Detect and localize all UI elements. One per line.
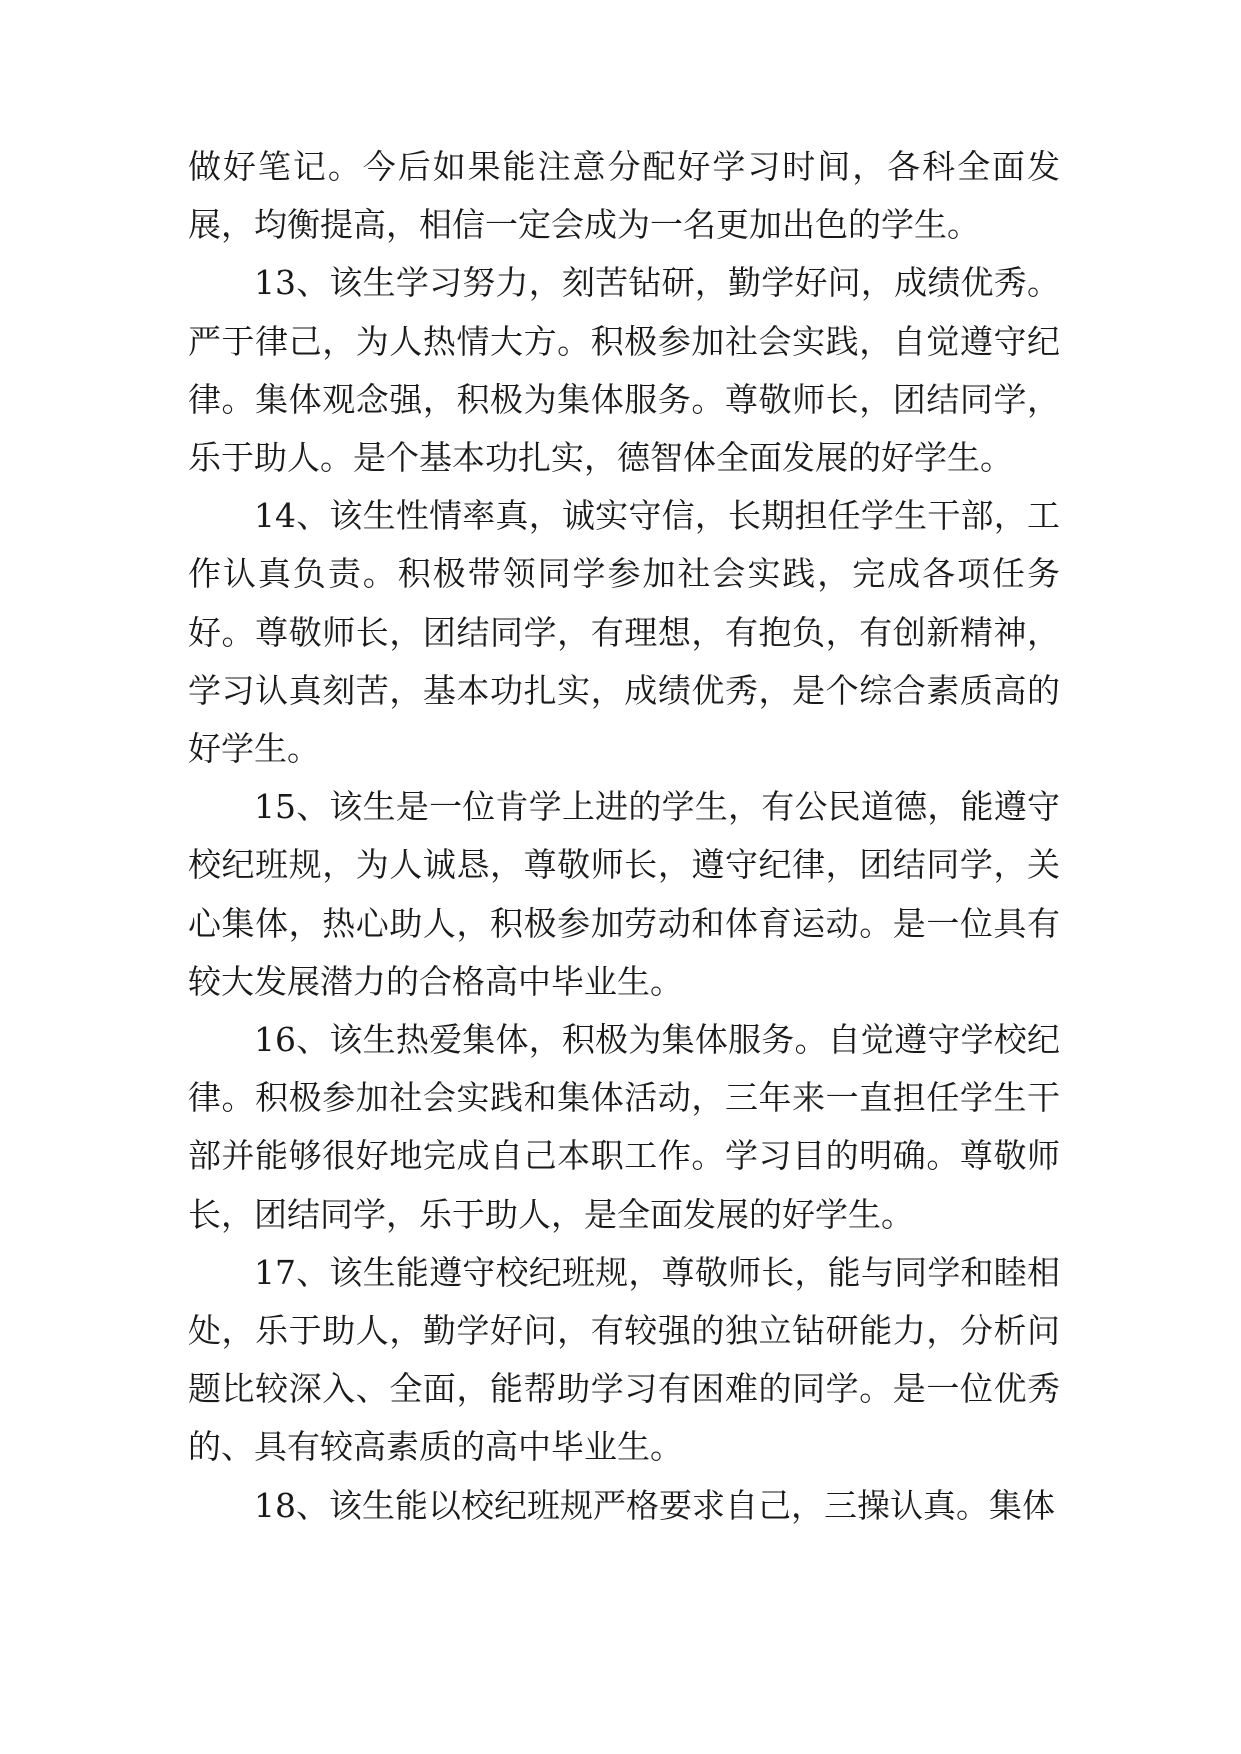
paragraph-comment-16: 16、该生热爱集体，积极为集体服务。自觉遵守学校纪律。积极参加社会实践和集体活动，三年来一直担任学生干部并能够很好地完成自己本职工作。学习目的明确。尊敬师长，团结同学，乐于助人，是全面发展的好学生。 [188, 1020, 1060, 1234]
paragraph-comment-18: 18、该生能以校纪班规严格要求自己，三操认真。集体 [254, 1485, 1055, 1525]
paragraph-comment-14: 14、该生性情率真，诚实守信，长期担任学生干部，工作认真负责。积极带领同学参加社会实践，完成各项任务好。尊敬师长，团结同学，有理想，有抱负，有创新精神，学习认真刻苦，基本功扎实，成绩优秀，是个综合素质高的好学生。 [188, 496, 1060, 769]
document-body [188, 138, 1060, 1535]
paragraph-comment-13: 13、该生学习努力，刻苦钻研，勤学好问，成绩优秀。严于律己，为人热情大方。积极参加社会实践，自觉遵守纪律。集体观念强，积极为集体服务。尊敬师长，团结同学，乐于助人。是个基本功扎实，德智体全面发展的好学生。 [188, 263, 1060, 478]
paragraph-comment-15: 15、该生是一位肯学上进的学生，有公民道德，能遵守校纪班规，为人诚恳，尊敬师长，遵守纪律，团结同学，关心集体，热心助人，积极参加劳动和体育运动。是一位具有较大发展潜力的合格高中毕业生。 [188, 787, 1060, 1001]
paragraph-comment-17: 17、该生能遵守校纪班规，尊敬师长，能与同学和睦相处，乐于助人，勤学好问，有较强的独立钻研能力，分析问题比较深入、全面，能帮助学习有困难的同学。是一位优秀的、具有较高素质的高中毕业生。 [188, 1252, 1060, 1467]
paragraph-continuation: 做好笔记。今后如果能注意分配好学习时间，各科全面发展，均衡提高，相信一定会成为一名更加出色的学生。 [188, 147, 1060, 245]
